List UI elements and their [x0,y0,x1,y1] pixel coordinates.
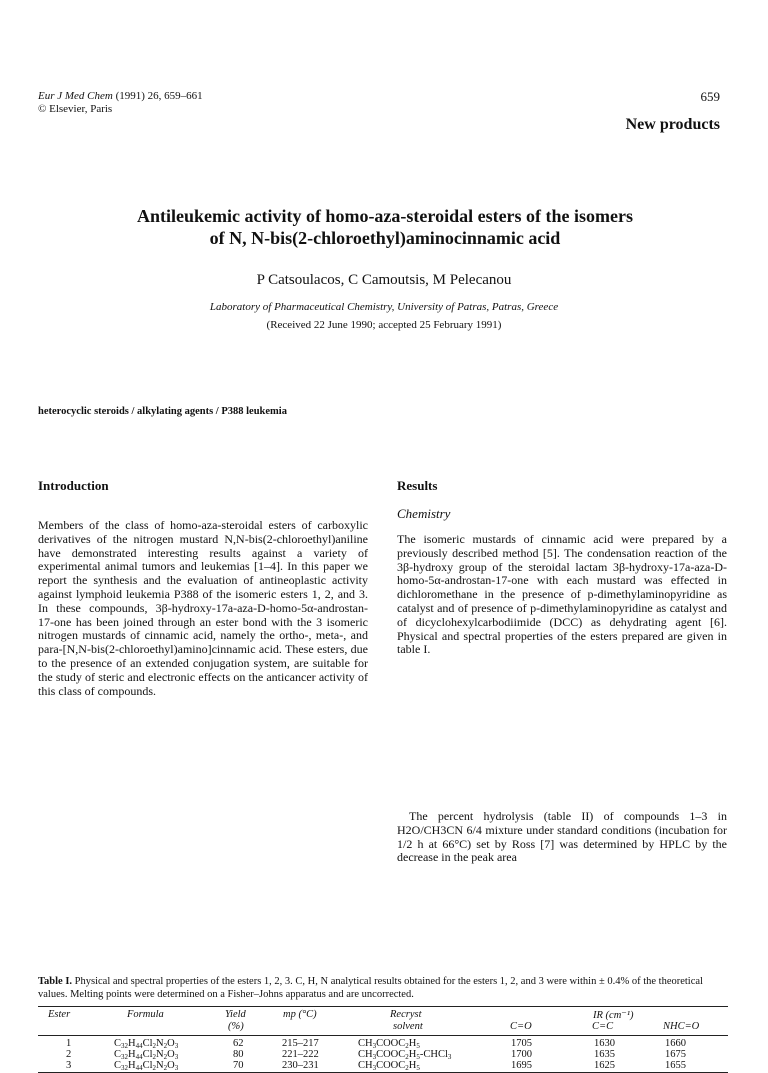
table-caption [38,975,728,1001]
cell-ester: 1 [66,1038,72,1049]
cell-solvent: $CH_3COOC_2H_5$ [358,1060,420,1072]
th-ester: Ester [48,1009,71,1020]
authors: P Catsoulacos, C Camoutsis, M Pelecanou [256,272,512,288]
cell-cc: 1630 [594,1038,615,1049]
cell-co: 1700 [511,1049,532,1060]
cell-formula: $C_{32}H_{44}Cl_2N_2O_3$ [114,1049,179,1061]
journal-citation [38,90,203,116]
cell-ester: 3 [66,1060,72,1071]
cell-yield: 80 [233,1049,244,1060]
table-caption-text: Physical and spectral properties of the esters 1, 2, 3. C, H, N analytical results obtained for the esters 1, 2, and 3 were within ± 0.4% of the theoretical values. Melting points were determined on a Fisher–Johns apparatus and are uncorrected. [38,976,703,1000]
publisher: © Elsevier, Paris [38,103,113,115]
cell-solvent: $CH_3COOC_2H_5-CHCl_3$ [358,1049,452,1061]
cell-formula: $C_{32}H_{44}Cl_2N_2O_3$ [114,1038,179,1050]
cell-yield: 62 [233,1038,244,1049]
th-formula: Formula [127,1009,164,1020]
introduction-text: Members of the class of homo-aza-steroidal esters of carboxylic derivatives of the nitrogen mustard N,N-bis(2-chloroethyl)aniline have demonstrated interesting results against a variety of experimental animal tumors and leukemias [1–4]. In this paper we report the synthesis and the evaluation of antineoplastic activity against lymphoid leukemia P388 of the isomeric esters 1, 2, and 3. In these compounds, 3β-hydroxy-17a-aza-D-homo-5α-androstan-17-one has been joined through an ester bond with the 3 isomeric nitrogen mustards of cinnamic acid, namely the ortho-, meta-, and para-[N,N-bis(2-chloroethyl)amino]cinnamic acid. These esters, due to the presence of an extended conjugation system, are suitable for the study of steric and electronic effects on the anticancer activity of this class of compounds. [38,518,368,698]
title-line-1: Antileukemic activity of homo-aza-steroidal esters of the isomers [136,206,634,226]
cell-co: 1705 [511,1038,532,1049]
th-mp: mp (°C) [283,1009,317,1020]
cell-nhco: 1675 [665,1049,686,1060]
article-title [60,205,710,249]
table-top-rule [38,1006,728,1007]
cell-cc: 1635 [594,1049,615,1060]
th-yield-unit: (%) [228,1021,244,1032]
title-line-2: of N, N-bis(2-chloroethyl)aminocinnamic acid [209,228,561,248]
table-label: Table I. [38,976,73,987]
th-co: C=O [510,1021,532,1032]
citation: (1991) 26, 659–661 [115,90,203,102]
cell-yield: 70 [233,1060,244,1071]
keywords: heterocyclic steroids / alkylating agents / P388 leukemia [38,406,287,417]
th-nhco: NHC=O [663,1021,700,1032]
page-number: 659 [700,89,720,104]
results-heading: Results [397,478,438,493]
cell-co: 1695 [511,1060,532,1071]
received-dates: (Received 22 June 1990; accepted 25 February 1991) [266,319,502,331]
th-ir: IR (cm⁻¹) [593,1010,634,1021]
cell-ester: 2 [66,1049,72,1060]
cell-cc: 1625 [594,1060,615,1071]
table-physical-properties [38,1006,728,1072]
table-header-rule [38,1035,728,1036]
cell-solvent: $CH_3COOC_2H_5$ [358,1038,420,1050]
affiliation: Laboratory of Pharmaceutical Chemistry, University of Patras, Patras, Greece [209,301,559,313]
th-cc: C=C [592,1021,614,1032]
results-paragraph-2: The percent hydrolysis (table II) of compounds 1–3 in H2O/CH3CN 6/4 mixture under standard conditions (incubation for 1/2 h at 66°C) set by Ross [7] was determined by HPLC by the decrease in the peak area [397,809,727,865]
cell-mp: 230–231 [282,1060,319,1071]
cell-nhco: 1660 [665,1038,686,1049]
cell-mp: 221–222 [282,1049,319,1060]
cell-mp: 215–217 [282,1038,319,1049]
introduction-heading: Introduction [38,478,109,493]
cell-formula: $C_{32}H_{44}Cl_2N_2O_3$ [114,1060,179,1072]
cell-nhco: 1655 [665,1060,686,1071]
th-recryst: Recryst [390,1009,422,1020]
th-recryst-solvent: solvent [393,1021,423,1032]
results-paragraph-1: The isomeric mustards of cinnamic acid were prepared by a previously described method [5]. The condensation reaction of the 3β-hydroxy group of the steroidal lactam 3β-hydroxy-17a-aza-D-homo-5α-androstan-17-one with each mustard was effected in dichloromethane in the presence of p-dimethylaminopyridine as catalyst and of presence of p-dimethylaminopyridine as catalyst and of dicyclohexylcarbodiimide (DCC) as dehydrating agent [6]. Physical and spectral properties of the esters prepared are given in table I. [397,532,727,657]
journal-name: Eur J Med Chem [38,90,113,102]
chemistry-subheading: Chemistry [397,506,451,521]
section-label: New products [625,116,720,133]
th-yield: Yield [225,1009,246,1020]
